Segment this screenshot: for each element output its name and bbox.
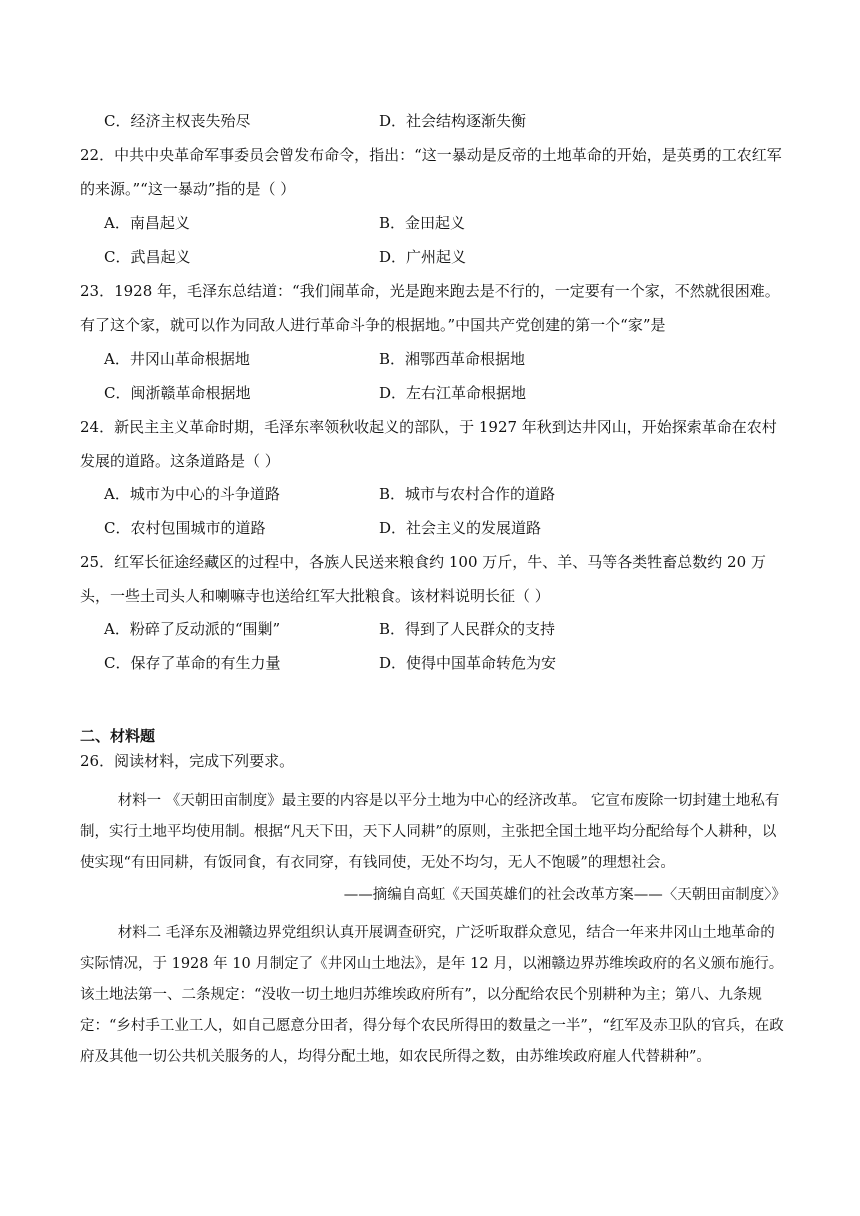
q25-stem: 25．红军长征途经藏区的过程中，各族人民送来粮食约 100 万斤，牛、羊、马等各类牲畜总数约 20 万头，一些土司头人和喇嘛寺也送给红军大批粮食。该材料说明长征（ ） bbox=[80, 553, 766, 605]
q21-option-c[interactable]: C．经济主权丧失殆尽 bbox=[104, 112, 251, 130]
q22-option-a[interactable]: A．南昌起义 bbox=[104, 214, 190, 232]
material-1-source: ——摘编自高虹《天国英雄们的社会改革方案——〈天朝田亩制度〉》 bbox=[343, 887, 786, 903]
q25-option-d[interactable]: D．使得中国革命转危为安 bbox=[379, 654, 557, 672]
q25-options-row-2 bbox=[80, 646, 786, 680]
q23-option-b[interactable]: B．湘鄂西革命根据地 bbox=[379, 350, 526, 368]
q25-option-c[interactable]: C．保存了革命的有生力量 bbox=[104, 654, 281, 672]
q25-option-b[interactable]: B．得到了人民群众的支持 bbox=[379, 620, 556, 638]
q21-options-row-2 bbox=[80, 104, 786, 138]
q23-option-d[interactable]: D．左右江革命根据地 bbox=[379, 384, 527, 402]
q24-option-b[interactable]: B．城市与农村合作的道路 bbox=[379, 485, 556, 503]
q21-option-d[interactable]: D．社会结构逐渐失衡 bbox=[379, 112, 527, 130]
section-title: 二、材料题 bbox=[80, 727, 156, 745]
q24-stem: 24．新民主主义革命时期，毛泽东率领秋收起义的部队，于 1927 年秋到达井冈山，开始探索革命在农村发展的道路。这条道路是（ ） bbox=[80, 418, 777, 470]
q24-options-row-2 bbox=[80, 511, 786, 545]
q23-option-c[interactable]: C．闽浙赣革命根据地 bbox=[104, 384, 251, 402]
q23-options-row-2 bbox=[80, 376, 786, 410]
q24-option-a[interactable]: A．城市为中心的斗争道路 bbox=[104, 485, 280, 503]
q24-option-d[interactable]: D．社会主义的发展道路 bbox=[379, 519, 542, 537]
q22-stem: 22．中共中央革命军事委员会曾发布命令，指出：“这一暴动是反帝的土地革命的开始，是英勇的工农红军的来源。”“这一暴动”指的是（ ） bbox=[80, 146, 782, 198]
q24-option-c[interactable]: C．农村包围城市的道路 bbox=[104, 519, 266, 537]
q22-options-row-1 bbox=[80, 206, 786, 240]
q23-stem: 23．1928 年，毛泽东总结道：“我们闹革命，光是跑来跑去是不行的，一定要有一个家，不然就很困难。有了这个家，就可以作为同敌人进行革命斗争的根据地。”中国共产党创建的第一个“家”是 bbox=[80, 282, 780, 334]
q22-option-d[interactable]: D．广州起义 bbox=[379, 248, 467, 266]
material-2-text: 材料二 毛泽东及湘赣边界党组织认真开展调查研究，广泛听取群众意见，结合一年来井冈山土地革命的实际情况，于 1928 年 10 月制定了《井冈山土地法》，是年 12 月，以湘赣边界苏维埃政府的名义颁布施行。该土地法第一、二条规定：“没收一切土地归苏维埃政府所有”，以分配给农民个别耕种为主；第八、九条规定：“乡村手工业工人，如自己愿意分田者，得分每个农民所得田的数量之一半”，“红军及赤卫队的官兵，在政府及其他一切公共机关服务的人，均得分配土地，如农民所得之数，由苏维埃政府雇人代替耕种”。 bbox=[80, 925, 784, 1065]
q23-options-row-1 bbox=[80, 342, 786, 376]
q22-option-c[interactable]: C．武昌起义 bbox=[104, 248, 191, 266]
q22-options-row-2 bbox=[80, 240, 786, 274]
q25-options-row-1 bbox=[80, 612, 786, 646]
q22-option-b[interactable]: B．金田起义 bbox=[379, 214, 466, 232]
q24-options-row-1 bbox=[80, 477, 786, 511]
material-1-text: 材料一 《天朝田亩制度》最主要的内容是以平分土地为中心的经济改革。 它宣布废除一切封建土地私有制，实行土地平均使用制。根据“凡天下田，天下人同耕”的原则，主张把全国土地平均分配给每个人耕种，以使实现“有田同耕，有饭同食，有衣同穿，有钱同使，无处不均匀，无人不饱暖”的理想社会。 bbox=[80, 793, 780, 871]
q26-stem: 26．阅读材料，完成下列要求。 bbox=[80, 752, 295, 770]
q23-option-a[interactable]: A．井冈山革命根据地 bbox=[104, 350, 250, 368]
q25-option-a[interactable]: A．粉碎了反动派的“围剿” bbox=[104, 620, 281, 638]
